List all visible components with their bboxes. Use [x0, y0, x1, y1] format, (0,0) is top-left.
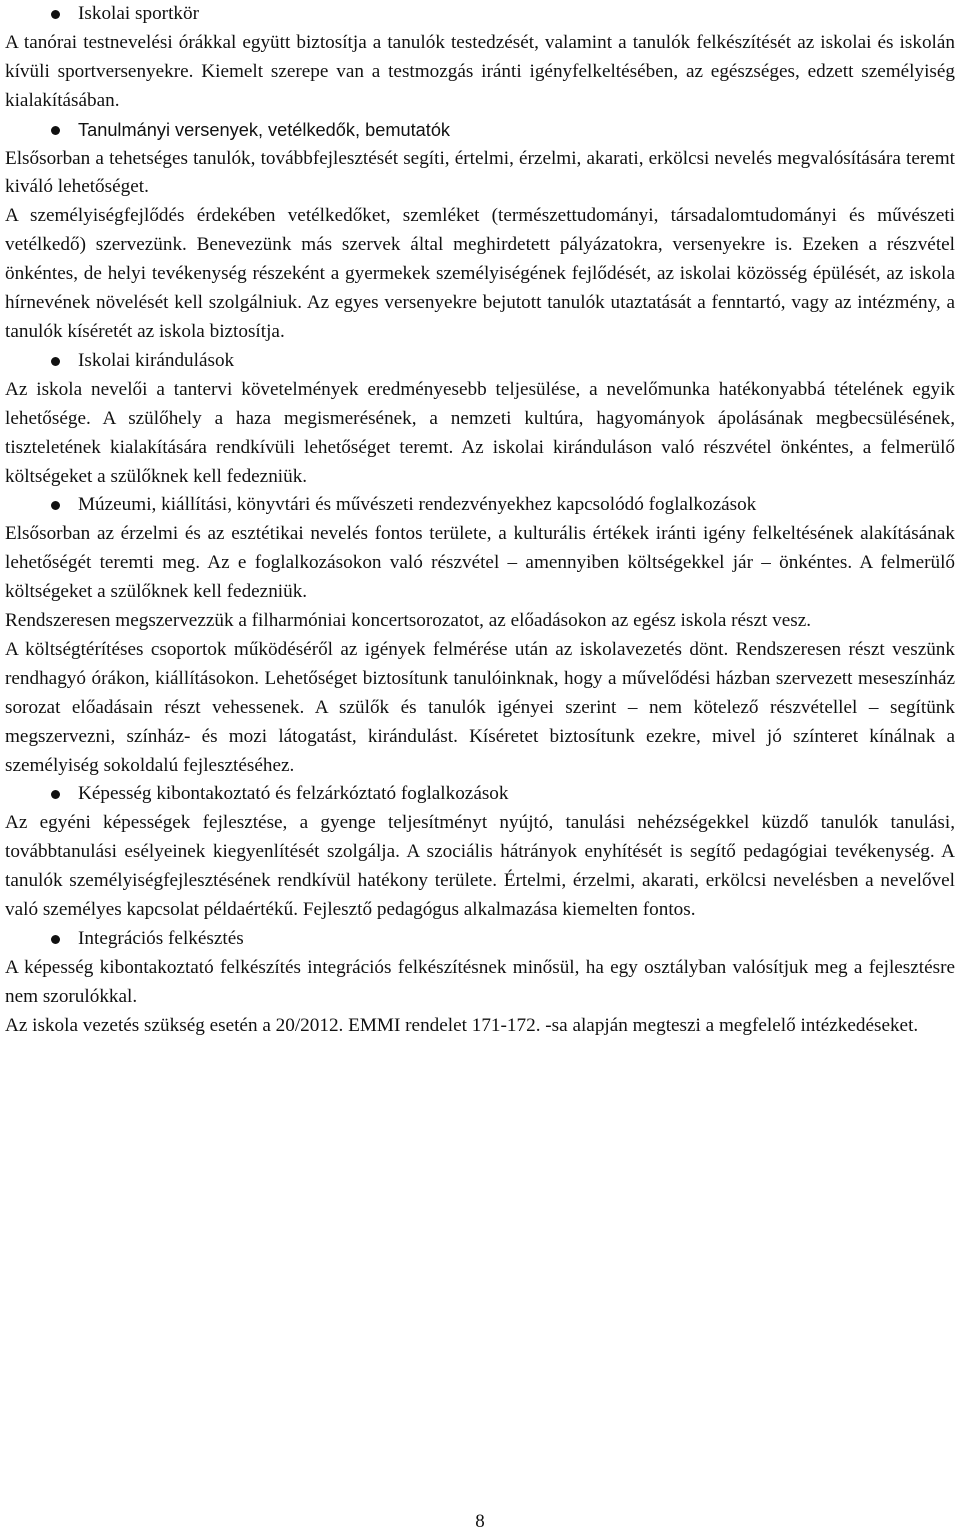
section-heading-sports-club: Iskolai sportkör: [5, 0, 955, 29]
section-heading-excursions: Iskolai kirándulások: [5, 347, 955, 376]
section-heading-ability-development: Képesség kibontakoztató és felzárkóztató foglalkozások: [5, 780, 955, 809]
document-body: [5, 0, 955, 1041]
section-heading-competitions: Tanulmányi versenyek, vetélkedők, bemutatók: [5, 116, 955, 145]
section-heading-museum-activities: Múzeumi, kiállítási, könyvtári és művészeti rendezvényekhez kapcsolódó foglalkozások: [5, 491, 955, 520]
paragraph-sports-club: A tanórai testnevelési órákkal együtt biztosítja a tanulók testedzését, valamint a tanulók felkészítését az iskolai és iskolán kívüli sportversenyekre. Kiemelt szerepe van a testmozgás iránti igényfelkeltésében, az egészséges, edzett személyiség kialakításában.: [5, 31, 955, 111]
paragraph-museum-concerts: Rendszeresen megszervezzük a filharmóniai koncertsorozatot, az előadásokon az egész iskola részt vesz.: [5, 610, 812, 632]
paragraph-competitions-intro: Elsősorban a tehetséges tanulók, továbbfejlesztését segíti, értelmi, érzelmi, akarati, erkölcsi nevelés megvalósítására teremt kiváló lehetőséget.: [5, 147, 955, 198]
paragraph-ability-development: Az egyéni képességek fejlesztése, a gyenge teljesítményt nyújtó, tanulási nehézségekkel küzdő tanulók tanulási, továbbtanulási esélyeinek kiegyenlítését szolgálja. A szociális hátrányok enyhítését is segítő pedagógiai tevékenység. A tanulók személyiségfejlesztésének rendkívül hatékony területe. Értelmi, érzelmi, akarati, erkölcsi nevelésben a nevelővel való személyes kapcsolat példaértékű. Fejlesztő pedagógus alkalmazása kiemelten fontos.: [5, 812, 955, 921]
paragraph-museum-aesthetic: Elsősorban az érzelmi és az esztétikai nevelés fontos területe, a kulturális értékek iránti igény felkeltésének alakításának lehetőségét teremti meg. Az e foglalkozásokon való részvétel – amennyiben költségekkel jár – önkéntes. A felmerülő költségeket a szülőknek kell fedezniük.: [5, 523, 955, 603]
section-heading-integration: Integrációs felkésztés: [5, 925, 955, 954]
paragraph-integration: A képesség kibontakoztató felkészítés integrációs felkészítésnek minősül, ha egy osztályban valósítjuk meg a fejlesztésre nem szorulókkal.: [5, 956, 955, 1007]
paragraph-museum-groups: A költségtérítéses csoportok működéséről az igények felmérése után az iskolavezetés dönt. Rendszeresen részt veszünk rendhagyó órákon, kiállításokon. Lehetőséget biztosítunk tanulóinknak, hogy a művelődési házban szervezett meseszínház sorozat előadásain részt vehessenek. A szülők és tanulók igényei szerint – nem kötelező részvétellel – segítünk megszervezni, színház- és mozi látogatást, kirándulást. Kíséretet biztosítunk ezekre, mivel jó színteret kínálnak a személyiség sokoldalú fejlesztéséhez.: [5, 638, 955, 776]
page-number: 8: [475, 1511, 485, 1532]
paragraph-integration-regulation: Az iskola vezetés szükség esetén a 20/2012. EMMI rendelet 171-172. -sa alapján megteszi a megfelelő intézkedéseket.: [5, 1014, 919, 1036]
paragraph-excursions: Az iskola nevelői a tantervi követelmények eredményesebb teljesülése, a nevelőmunka hatékonyabbá tételének egyik lehetősége. A szülőhely a haza megismerésének, a nemzeti kultúra, hagyományok ápolásának megbecsülésének, tiszteletének kialakítására rendkívüli lehetőséget teremt. Az iskolai kiránduláson való részvétel önkéntes, a felmerülő költségeket a szülőknek kell fedezniük.: [5, 378, 955, 487]
document-page: [5, 0, 955, 1041]
paragraph-competitions-detail: A személyiségfejlődés érdekében vetélkedőket, szemléket (természettudományi, társadalomtudományi és művészeti vetélkedő) szervezünk. Benevezünk más szervek által meghirdetett pályázatokra, versenyekre is. Ezeken a részvétel önkéntes, de helyi tevékenység részeként a gyermekek személyiségének fejlődését, az iskolai közösség épülését, az iskola hírnevének növelését kell szolgálniuk. Az egyes versenyekre bejutott tanulók utaztatását a fenntartó, vagy az intézmény, a tanulók kíséretét az iskola biztosítja.: [5, 205, 955, 342]
